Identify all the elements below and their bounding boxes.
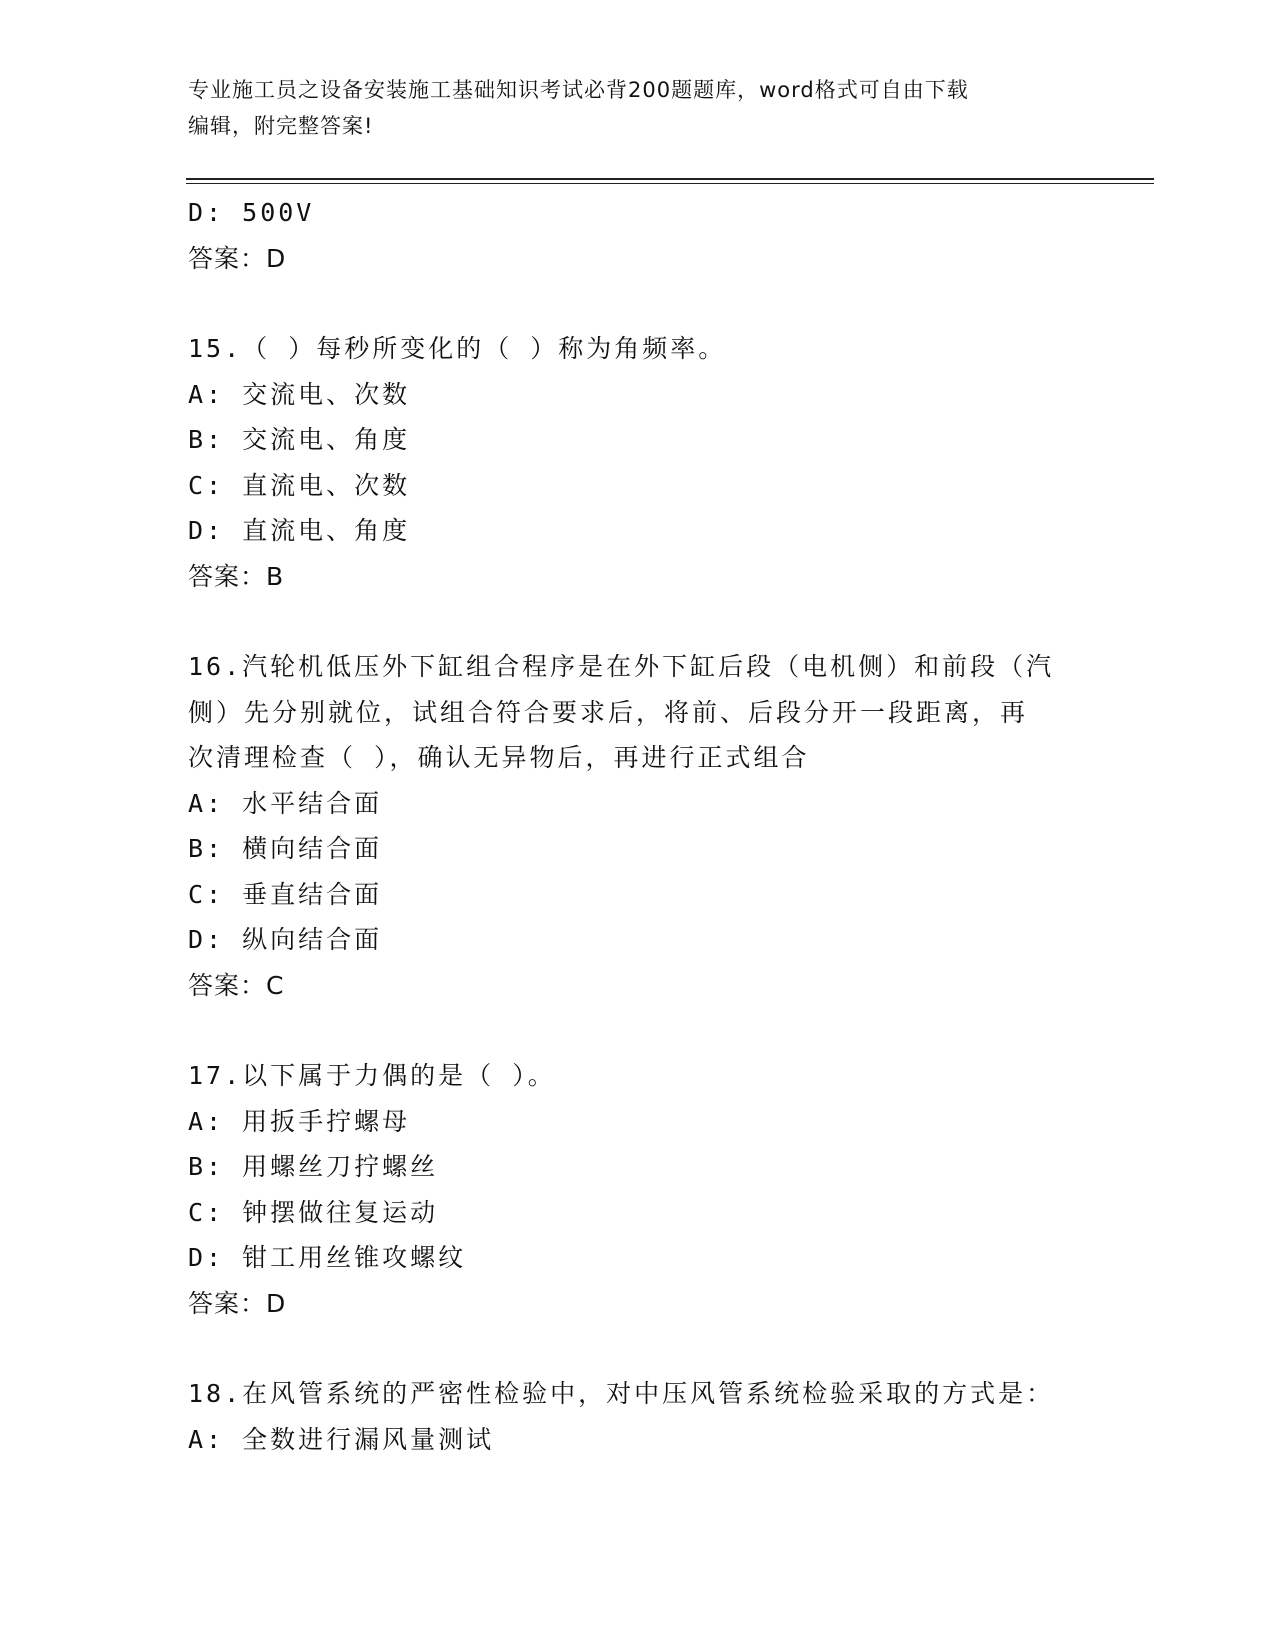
question-stem-line-1: 16.汽轮机低压外下缸组合程序是在外下缸后段（电机侧）和前段（汽 xyxy=(188,652,1055,681)
question-list xyxy=(188,190,1088,1462)
option-a: A: 水平结合面 xyxy=(188,788,383,818)
option-d: D: 纵向结合面 xyxy=(188,925,383,954)
question-stem: 15.（ ）每秒所变化的（ ）称为角频率。 xyxy=(188,334,727,363)
option-a: A: 用扳手拧螺母 xyxy=(188,1106,411,1136)
question-stem: 18.在风管系统的严密性检验中，对中压风管系统检验采取的方式是： xyxy=(188,1379,1055,1408)
answer-line: 答案：C xyxy=(188,970,285,1000)
question-stem: 17.以下属于力偶的是（ ）。 xyxy=(188,1061,556,1090)
question-18 xyxy=(188,1371,1088,1462)
question-stem-line-3: 次清理检查（ ），确认无异物后，再进行正式组合 xyxy=(188,743,810,772)
question-stem-line-2: 侧）先分别就位，试组合符合要求后，将前、后段分开一段距离，再 xyxy=(188,697,1029,727)
header-line-1: 专业施工员之设备安装施工基础知识考试必背200题题库，word格式可自由下载 xyxy=(188,78,969,102)
option-d: D: 直流电、角度 xyxy=(188,516,411,545)
answer-line: 答案：D xyxy=(188,1288,287,1318)
option-b: B: 横向结合面 xyxy=(188,834,383,863)
option-c: C: 垂直结合面 xyxy=(188,879,383,909)
option-a: A: 全数进行漏风量测试 xyxy=(188,1424,495,1454)
header-line-2: 编辑，附完整答案! xyxy=(188,114,374,138)
option-b: B: 交流电、角度 xyxy=(188,425,411,454)
option-d: D: 钳工用丝锥攻螺纹 xyxy=(188,1243,467,1272)
option-c: C: 钟摆做往复运动 xyxy=(188,1197,439,1227)
question-16 xyxy=(188,644,1088,1008)
question-17 xyxy=(188,1053,1088,1326)
answer-line: 答案：D xyxy=(188,243,287,273)
option-a: A: 交流电、次数 xyxy=(188,379,411,409)
option-d: D: 500V xyxy=(188,198,315,227)
option-c: C: 直流电、次数 xyxy=(188,470,411,500)
option-b: B: 用螺丝刀拧螺丝 xyxy=(188,1152,439,1181)
answer-line: 答案：B xyxy=(188,561,285,591)
header-divider-thin xyxy=(186,183,1154,184)
document-header xyxy=(188,72,1068,144)
header-divider-thick xyxy=(186,178,1154,180)
question-15 xyxy=(188,326,1088,599)
